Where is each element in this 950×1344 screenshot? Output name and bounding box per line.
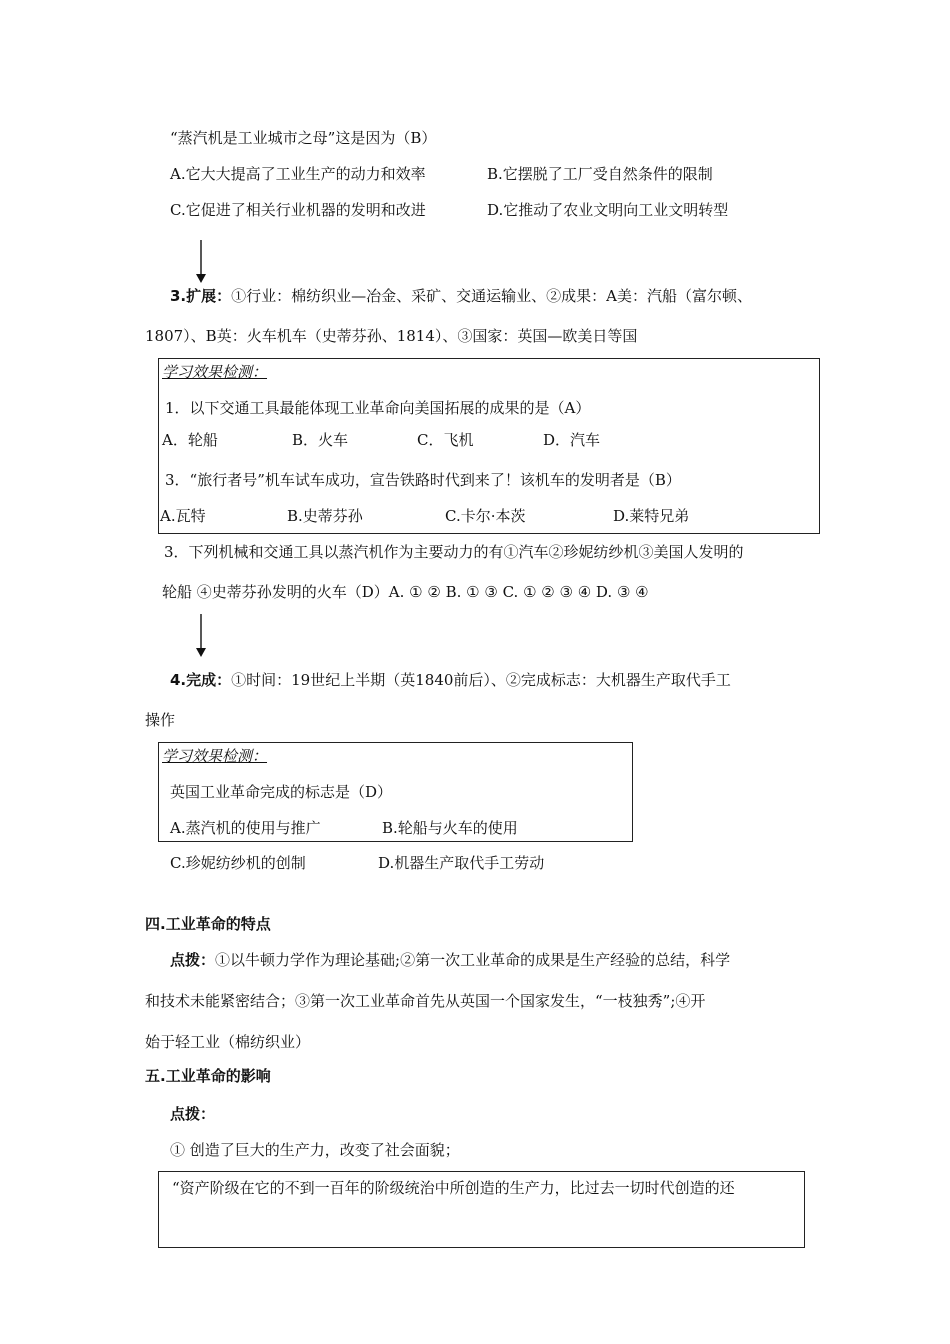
option-c: C.它促进了相关行业机器的发明和改进 <box>170 201 426 219</box>
section-4-label: 4.完成： <box>170 671 232 689</box>
option-d: D.它推动了农业文明向工业文明转型 <box>487 201 729 219</box>
quiz-box-2 <box>158 742 633 842</box>
question-3b-line1: 3．下列机械和交通工具以蒸汽机作为主要动力的有①汽车②珍妮纺纱机③美国人发明的 <box>164 543 744 561</box>
section-3 <box>170 286 752 306</box>
quiz-q1-option-c: C．飞机 <box>417 431 474 449</box>
impact-point-1: ① 创造了巨大的生产力，改变了社会面貌； <box>170 1141 460 1159</box>
tip-label: 点拨： <box>170 951 216 969</box>
tip-label: 点拨： <box>170 1105 216 1123</box>
quiz-q1-option-d: D．汽车 <box>543 431 601 449</box>
tip-line2: 和技术未能紧密结合；③第一次工业革命首先从英国一个国家发生，“一枝独秀”;④开 <box>145 992 706 1010</box>
quiz-box-title: 学习效果检测： <box>162 747 268 765</box>
quote-box <box>158 1171 805 1248</box>
quiz-question: 英国工业革命完成的标志是（D） <box>170 783 393 801</box>
section-heading-5: 五.工业革命的影响 <box>145 1067 271 1085</box>
quiz-box-1 <box>158 358 820 534</box>
quiz-q1-option-b: B．火车 <box>292 431 349 449</box>
question-3b-line2: 轮船 ④史蒂芬孙发明的火车（D）A. ① ② B. ① ③ C. ① ② ③ ④ D. ③ ④ <box>162 583 649 601</box>
section-3-label: 3.扩展： <box>170 287 232 305</box>
quiz-box-title: 学习效果检测： <box>162 363 268 381</box>
section-3-line2: 1807）、B英：火车机车（史蒂芬孙、1814）、③国家：英国—欧美日等国 <box>145 327 638 345</box>
quiz-q1-option-a: A．轮船 <box>162 431 218 449</box>
section-4-line2: 操作 <box>145 711 176 729</box>
down-arrow-icon <box>194 614 208 658</box>
quiz-q3-option-c: C.卡尔·本茨 <box>445 507 526 525</box>
option-b: B.它摆脱了工厂受自然条件的限制 <box>487 165 713 183</box>
down-arrow-icon <box>194 240 208 284</box>
tip-line3: 始于轻工业（棉纺织业） <box>145 1033 311 1051</box>
question-stem: “蒸汽机是工业城市之母”这是因为（B） <box>170 129 437 147</box>
quiz-option-c: C.珍妮纺纱机的创制 <box>170 854 306 872</box>
section-4-tip <box>170 950 730 970</box>
quiz-option-b: B.轮船与火车的使用 <box>382 819 518 837</box>
quiz-option-d: D.机器生产取代手工劳动 <box>378 854 545 872</box>
quiz-q3-option-d: D.莱特兄弟 <box>613 507 690 525</box>
quiz-question-1: 1．以下交通工具最能体现工业革命向美国拓展的成果的是（A） <box>165 399 591 417</box>
section-3-line1: ①行业：棉纺织业—冶金、采矿、交通运输业、②成果：A美：汽船（富尔顿、 <box>231 287 752 305</box>
quiz-option-a: A.蒸汽机的使用与推广 <box>170 819 321 837</box>
section-heading-4: 四.工业革命的特点 <box>145 915 271 933</box>
section-4-line1: ①时间：19世纪上半期（英1840前后）、②完成标志：大机器生产取代手工 <box>231 671 731 689</box>
quiz-question-3: 3．“旅行者号”机车试车成功，宣告铁路时代到来了！该机车的发明者是（B） <box>165 471 681 489</box>
quiz-q3-option-a: A.瓦特 <box>160 507 206 525</box>
tip-line1: ①以牛顿力学作为理论基础;②第一次工业革命的成果是生产经验的总结，科学 <box>215 951 731 969</box>
quote-text: “资产阶级在它的不到一百年的阶级统治中所创造的生产力，比过去一切时代创造的还 <box>172 1179 735 1197</box>
section-4 <box>170 670 731 690</box>
quiz-q3-option-b: B.史蒂芬孙 <box>287 507 363 525</box>
option-a: A.它大大提高了工业生产的动力和效率 <box>170 165 426 183</box>
